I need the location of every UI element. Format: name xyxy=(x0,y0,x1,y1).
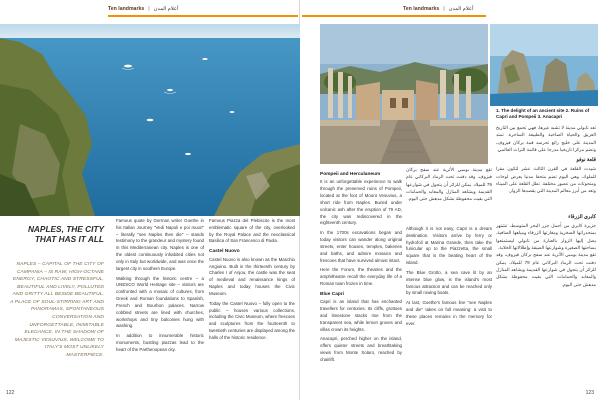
body-column-1 xyxy=(116,218,204,388)
arabic-column-middle xyxy=(406,166,492,222)
arabic-paragraph: تقع مدينة بومبي الأثرية عند سفح بركان فيزوف، وقد دفنت تحت الرماد البركاني عام 79 للميلاد. يمكن للزائر أن يتجول في شوارعها القديمة ويشاهد المنازل والمعابد والحمامات التي بقيت محفوظة بشكل مدهش حتى اليوم. xyxy=(406,167,492,202)
coastal-photo xyxy=(0,24,300,216)
body-paragraph: Walking through the historic centre – a UNESCO World Heritage site – visitors are confronted with a mosaic of cultures, from Greek and Roman foundations to Spanish, French and Bourbon palaces. Narrow cobbled streets are lined with churches, workshops and tiny balconies hung with washing. xyxy=(116,275,204,329)
faraglioni-rocks-image xyxy=(490,24,598,106)
running-head-right xyxy=(403,3,474,15)
arabic-column-right xyxy=(496,210,596,386)
arabic-section-heading: قلعة نوفو xyxy=(576,157,596,164)
running-head-separator: | xyxy=(148,6,150,12)
arabic-column-top xyxy=(496,124,596,206)
section-heading: Castel Nuovo xyxy=(209,249,240,255)
page-number-right: 123 xyxy=(585,390,594,396)
body-paragraph: The Blue Grotto, a sea cave lit by an intense blue glow, is the island's most famous attraction and can be reached only by small rowing boats. xyxy=(406,269,492,296)
body-paragraph: It is an unforgettable experience to walk through the preserved ruins of Pompeii, located at the foot of Mount Vesuvius, a short ride from Naples. Buried under volcanic ash after the eruption of 79 AD, the city was rediscovered in the eighteenth century. xyxy=(320,179,402,226)
body-paragraph: Castel Nuovo is also known as the Maschio Angioino. Built in the thirteenth century by Charles I of Anjou, the castle was the seat of medieval and renaissance kings of Naples and today houses the Civic Museum. xyxy=(209,256,295,296)
arabic-section-heading: كابري الزرقاء xyxy=(568,214,596,220)
body-column-4 xyxy=(406,226,492,386)
article-headline: NAPLES, THE CITY THAT HAS IT ALL xyxy=(27,224,104,244)
body-column-3 xyxy=(320,168,402,386)
arabic-paragraph: جزيرة كابري من أجمل جزر البحر المتوسط، تشتهر بمنحدراتها الصخرية ومغارتها الزرقاء ومياهها الصافية. يصل إليها الزوار بالعبارة من نابولي ليستمتعوا بساحتها الصغيرة وشوارعها الضيقة وإطلالاتها الخلابة. xyxy=(496,223,596,251)
body-paragraph: Here the Forum, the theatres and the amphitheatre recall the everyday life of a Roman town frozen in time. xyxy=(320,267,402,287)
page-number-left: 122 xyxy=(6,390,15,396)
section-heading: Blue Capri xyxy=(320,291,344,297)
arabic-paragraph: تقع مدينة بومبي الأثرية عند سفح بركان فيزوف، وقد دفنت تحت الرماد البركاني عام 79 للميلاد. يمكن للزائر أن يتجول في شوارعها القديمة ويشاهد المنازل والمعابد والحمامات التي بقيت محفوظة بشكل مدهش حتى اليوم. xyxy=(496,252,596,287)
body-paragraph: Capri is an island that has enchanted travellers for centuries. Its cliffs, grottoes and limestone stacks rise from the transparent sea, while lemon groves and villas crown its heights. xyxy=(320,299,402,332)
photo-captions: 1. The delight of an ancient site 2. Ruins of Capri and Pompeii 3. Anacapri xyxy=(496,108,590,120)
arabic-paragraph: تعد نابولي مدينة لا تشبه غيرها، فهي تجمع بين التاريخ العريق والحياة الصاخبة والطبيعة الساحرة. تمتد المدينة على خليج رائع تحرسه قمة بركان فيزوف، وتضم مركزا تاريخيا مدرجا على قائمة التراث العالمي. xyxy=(496,125,596,153)
arabic-paragraph: شيدت القلعة في القرن الثالث عشر لتكون مقرا للملوك، وهي اليوم تضم متحفا مدنيا يعرض لوحات ومنحوتات من عصور مختلفة. تطل القلعة على الميناء وتعد من أبرز معالم المدينة التي يقصدها الزوار. xyxy=(496,166,596,194)
capri-photo xyxy=(490,24,598,106)
pompeii-ruins-image xyxy=(320,24,488,164)
accent-rule-left xyxy=(108,15,298,17)
body-column-2 xyxy=(209,218,295,388)
feature-intro-block xyxy=(0,218,110,388)
running-head-right-ar: أعلام المدن xyxy=(448,6,474,12)
body-paragraph: In addition to innumerable historic monuments, bustling piazzas lead to the heart of the Parthenopean city. xyxy=(116,333,204,352)
right-page xyxy=(300,0,600,400)
running-head-left xyxy=(108,3,179,15)
section-heading: Pompeii and Herculaneum xyxy=(320,172,381,177)
body-paragraph: Although it is not easy, Capri is a dream destination. Visitors arrive by ferry or hydrofoil at Marina Grande, then take the funicular up to the Piazzetta, the small square that is the beating heart of the island. xyxy=(406,226,492,266)
running-head-separator: | xyxy=(443,6,445,12)
running-head-left-ar: أعلام المدن xyxy=(153,6,179,12)
ruins-photo xyxy=(320,24,488,164)
body-paragraph: Famous Piazza del Plebiscito is the most emblematic square of the city, overlooked by the Royal Palace and the neoclassical Basilica of San Francesco di Paola. xyxy=(209,218,295,244)
coastline-image xyxy=(0,24,300,216)
running-head-left-en: Ten landmarks xyxy=(108,6,145,12)
accent-rule-right xyxy=(302,15,486,17)
running-head-right-en: Ten landmarks xyxy=(403,6,440,12)
body-paragraph: At last, Goethe's famous line "see Naples and die" takes on full meaning: a visit to these places remains in the memory for ever. xyxy=(406,300,492,326)
article-intro: NAPLES – CAPITAL OF THE CITY OF CAMPANIA – IS RAW, HIGH-OCTANE ENERGY, CHAOTIC AND STRESSFUL, BEAUTIFUL AND LIVELY, POLLUTED AND GRITTY ALL BESIDE BEAUTIFUL. A PLACE OF SOUL-STIRRING ART AND PANORAMAS, SPONTANEOUS CONVERSATION AND UNFORGETTABLE, INIMITABLE ELEGANCE. IN THE SHADOW OF MAJESTIC VESUVIUS, WELCOME TO ITALY'S MOST UNLIKELY MASTERPIECE. xyxy=(10,261,104,359)
body-paragraph: In the 1700s excavations began and today visitors can wander along original streets, enter houses, temples, bakeries and baths, and admire mosaics and frescoes that have survived almost intact. xyxy=(320,230,402,263)
body-paragraph: Today the Castel Nuovo – fully open to the public – houses various collections, including the Civic Museum, where frescoes and sculptures from the fourteenth to twentieth centuries are displayed among the halls of the historic residence. xyxy=(209,300,295,340)
body-paragraph: Anacapri, perched higher on the island, offers quieter streets and breathtaking views from Monte Solaro, reached by chairlift. xyxy=(320,336,402,362)
body-paragraph: Famous quote by German writer Goethe in his Italian Journey "Vedi Napoli e poi muori" – literally "see Naples then die" – stands testimony to the grandeur and mystery found in this Mediterranean city. Naples is one of the oldest continuously inhabited cities not only in Italy but worldwide, and was once the largest city in southern Europe. xyxy=(116,218,204,271)
